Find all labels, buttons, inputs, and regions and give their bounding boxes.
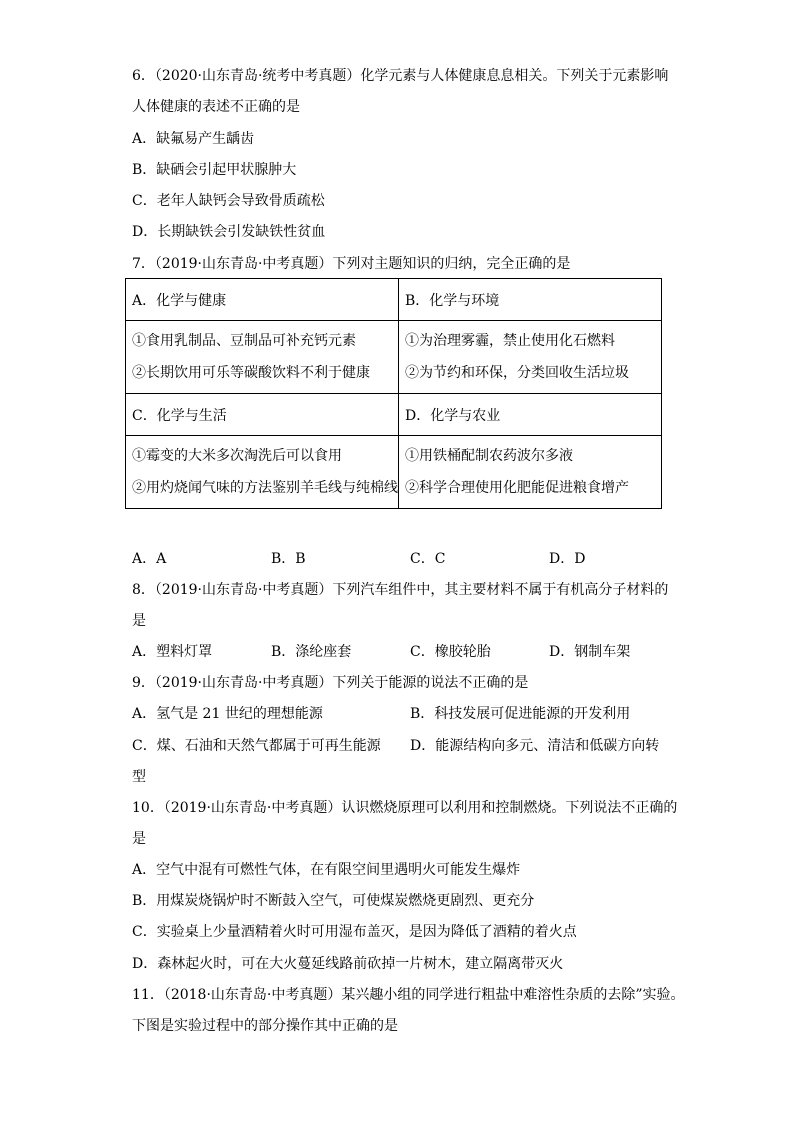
q9-option-d-wrap: 型 bbox=[132, 769, 146, 785]
q7-table-head-d: D．化学与农业 bbox=[399, 394, 662, 436]
q9-option-a: A．氢气是 21 世纪的理想能源 bbox=[132, 706, 323, 722]
q6-stem-line1: 6．（2020·山东青岛·统考中考真题）化学元素与人体健康息息相关。下列关于元素影响 bbox=[132, 68, 669, 84]
q7-table-head-b: B．化学与环境 bbox=[399, 279, 662, 321]
q9-option-b: B．科技发展可促进能源的开发利用 bbox=[410, 706, 631, 722]
q8-option-c: C．橡胶轮胎 bbox=[410, 644, 491, 660]
q10-stem-line2: 是 bbox=[132, 831, 146, 847]
q10-option-d: D．森林起火时，可在大火蔓延线路前砍掉一片树木，建立隔离带灭火 bbox=[132, 956, 564, 972]
q7-d-item-2: ②科学合理使用化肥能促进粮食增产 bbox=[405, 480, 629, 496]
q8-option-d: D．钢制车架 bbox=[549, 644, 631, 660]
q8-stem-line1: 8．（2019·山东青岛·中考真题）下列汽车组件中，其主要材料不属于有机高分子材料的 bbox=[132, 582, 669, 598]
q7-b-item-2: ②为节约和环保，分类回收生活垃圾 bbox=[405, 365, 629, 381]
q10-option-b: B．用煤炭烧锅炉时不断鼓入空气，可使煤炭燃烧更剧烈、更充分 bbox=[132, 893, 535, 909]
q11-stem-line2: 下图是实验过程中的部分操作其中正确的是 bbox=[132, 1018, 398, 1034]
q7-knowledge-table bbox=[125, 278, 662, 509]
q10-option-c: C．实验桌上少量酒精着火时可用湿布盖灭，是因为降低了酒精的着火点 bbox=[132, 924, 577, 940]
q7-a-item-2: ②长期饮用可乐等碳酸饮料不利于健康 bbox=[132, 365, 370, 381]
q6-option-d: D．长期缺铁会引发缺铁性贫血 bbox=[132, 224, 326, 240]
q6-stem-line2: 人体健康的表述不正确的是 bbox=[132, 99, 300, 115]
q10-option-a: A．空气中混有可燃性气体，在有限空间里遇明火可能发生爆炸 bbox=[132, 862, 521, 878]
q7-b-item-1: ①为治理雾霾，禁止使用化石燃料 bbox=[405, 333, 615, 349]
q9-stem: 9．（2019·山东青岛·中考真题）下列关于能源的说法不正确的是 bbox=[132, 675, 529, 691]
q7-c-item-2: ②用灼烧闻气味的方法鉴别羊毛线与纯棉线 bbox=[132, 480, 398, 496]
q8-option-a: A．塑料灯罩 bbox=[132, 644, 213, 660]
q9-option-c: C．煤、石油和天然气都属于可再生能源 bbox=[132, 738, 381, 754]
q6-option-a: A．缺氟易产生龋齿 bbox=[132, 131, 255, 147]
q6-option-c: C．老年人缺钙会导致骨质疏松 bbox=[132, 193, 325, 209]
q8-stem-line2: 是 bbox=[132, 613, 146, 629]
q6-option-b: B．缺硒会引起甲状腺肿大 bbox=[132, 162, 297, 178]
q7-table-cell-c bbox=[126, 436, 399, 509]
q10-stem-line1: 10．（2019·山东青岛·中考真题）认识燃烧原理可以利用和控制燃烧。下列说法不正确的 bbox=[132, 800, 678, 816]
q7-option-b: B．B bbox=[271, 551, 306, 567]
q7-table-cell-d bbox=[399, 436, 662, 509]
q9-option-d: D．能源结构向多元、清洁和低碳方向转 bbox=[410, 738, 660, 754]
q7-table-head-a: A．化学与健康 bbox=[126, 279, 399, 321]
q7-table-head-c: C．化学与生活 bbox=[126, 394, 399, 436]
q11-stem-line1: 11．（2018·山东青岛·中考真题）某兴趣小组的同学进行粗盐中难溶性杂质的去除”实验。 bbox=[132, 987, 685, 1003]
q7-table-cell-a bbox=[126, 321, 399, 394]
q7-c-item-1: ①霉变的大米多次淘洗后可以食用 bbox=[132, 448, 342, 464]
q7-option-d: D．D bbox=[549, 551, 586, 567]
q7-d-item-1: ①用铁桶配制农药波尔多液 bbox=[405, 448, 573, 464]
q7-table-cell-b bbox=[399, 321, 662, 394]
q7-option-a: A．A bbox=[132, 551, 167, 567]
q7-a-item-1: ①食用乳制品、豆制品可补充钙元素 bbox=[132, 333, 356, 349]
q8-option-b: B．涤纶座套 bbox=[271, 644, 352, 660]
q7-stem: 7．（2019·山东青岛·中考真题）下列对主题知识的归纳，完全正确的是 bbox=[132, 256, 571, 272]
q7-option-c: C．C bbox=[410, 551, 446, 567]
